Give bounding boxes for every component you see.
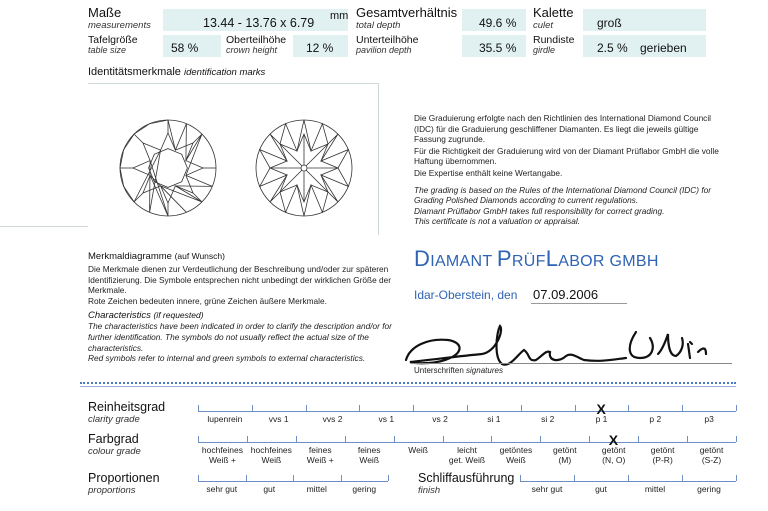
- identification-divider: [88, 83, 378, 84]
- tafel-label: Tafelgröße: [88, 34, 138, 46]
- identification-title-de: Identitätsmerkmale: [88, 66, 181, 78]
- proportions-grade-label: sehr gut: [206, 484, 238, 494]
- lab-place: Idar-Oberstein, den: [414, 288, 518, 302]
- clarity-grade-label: vs 1: [378, 414, 395, 424]
- clarity-tick: [628, 405, 629, 411]
- colour-grade-label: getönt (M): [552, 445, 577, 465]
- colour-label: Farbgrad: [88, 432, 139, 446]
- clarity-grade-label: vvs 2: [322, 414, 343, 424]
- tafel-sub: table size: [88, 45, 127, 55]
- colour-tick: [345, 436, 346, 442]
- proportions-label: Proportionen: [88, 471, 160, 485]
- tafel-value: 58 %: [171, 41, 199, 55]
- lab-name-iamant: IAMANT: [430, 253, 497, 270]
- finish-grade-label: sehr gut: [531, 484, 563, 494]
- clarity-tick: [736, 405, 737, 411]
- clarity-grade-label: p3: [704, 414, 714, 424]
- colour-grade-label: feines Weiß +: [306, 445, 334, 465]
- finish-scale-line: [520, 481, 736, 482]
- rundiste-sub: girdle: [533, 45, 556, 55]
- clarity-tick: [682, 405, 683, 411]
- proportions-sub: proportions: [88, 485, 136, 496]
- colour-tick: [296, 436, 297, 442]
- proportions-scale-line: [198, 481, 388, 482]
- disclaimer-de-2: Für die Richtigkeit der Graduierung wird von der Diamant Prüflabor GmbH die volle Haftung übernommen.: [414, 145, 719, 167]
- identification-title-en: identification marks: [184, 67, 266, 78]
- clarity-tick: [359, 405, 360, 411]
- date-underline: [531, 303, 627, 304]
- clarity-grade-label: si 2: [541, 414, 555, 424]
- lab-name-ruef: RÜF: [511, 253, 546, 270]
- proportions-tick: [388, 475, 389, 481]
- colour-tick: [589, 436, 590, 442]
- colour-tick: [198, 436, 199, 442]
- colour-tick: [247, 436, 248, 442]
- disclaimer-en-3: This certificate is not a valuation or appraisal.: [414, 216, 581, 227]
- clarity-tick: [467, 405, 468, 411]
- merkmal-en-2: Red symbols refer to internal and green symbols to external characteristics.: [88, 353, 366, 364]
- grading-top-line: [80, 386, 736, 387]
- proportions-tick: [341, 475, 342, 481]
- colour-tick: [540, 436, 541, 442]
- clarity-tick: [521, 405, 522, 411]
- lab-name-p: P: [496, 246, 512, 271]
- merkmal-block: [88, 251, 394, 364]
- colour-grade-label: feines Weiß: [357, 445, 381, 465]
- clarity-tick: [306, 405, 307, 411]
- finish-tick: [736, 475, 737, 481]
- merkmal-title-note: (auf Wunsch): [174, 251, 225, 261]
- lab-name: [414, 246, 659, 272]
- colour-grade-marker: X: [608, 432, 619, 448]
- identification-vertical-divider: [378, 83, 379, 235]
- merkmal-de-1: Die Merkmale dienen zur Verdeutlichung der Beschreibung und/oder zur späteren Identifizierung. Die Symbole entsprechen nicht unbedingt der wirklichen Größe der Merkmale.: [88, 264, 391, 296]
- finish-sub: finish: [418, 485, 441, 496]
- proportions-tick: [246, 475, 247, 481]
- signature-caption: [414, 366, 503, 375]
- colour-grade-label: leicht get. Weiß: [448, 445, 486, 465]
- finish-grade-label: gering: [697, 484, 721, 494]
- finish-tick: [574, 475, 575, 481]
- merkmal-de-2: Rote Zeichen bedeuten innere, grüne Zeichen äußere Merkmale.: [88, 295, 327, 306]
- proportions-grade-label: mittel: [306, 484, 327, 494]
- finish-tick: [628, 475, 629, 481]
- gesamt-sub: total depth: [356, 20, 401, 31]
- disclaimer-de-3: Die Expertise enthält keine Wertangabe.: [414, 167, 563, 178]
- clarity-grade-label: lupenrein: [207, 414, 243, 424]
- clarity-tick: [198, 405, 199, 411]
- finish-tick: [682, 475, 683, 481]
- clarity-grade-label: si 1: [487, 414, 501, 424]
- left-margin-divider: [0, 226, 88, 227]
- colour-grade-label: getönt (N, O): [601, 445, 626, 465]
- colour-tick: [687, 436, 688, 442]
- colour-grade-label: hochfeines Weiß: [250, 445, 292, 465]
- clarity-tick: [252, 405, 253, 411]
- merkmal-en-1: The characteristics have been indicated in order to clarify the description and/or for further identification. The symbols do not usually reflect the actual size of the characteristics.: [88, 321, 392, 353]
- merkmal-title: [88, 251, 394, 262]
- disclaimer-en-1: The grading is based on the Rules of the International Diamond Council (IDC) for Grading Polished Diamonds according to current regulations.: [414, 184, 712, 206]
- masse-unit: mm: [330, 10, 349, 22]
- signature-label: Unterschriften: [414, 366, 464, 375]
- ober-sub: crown height: [226, 45, 278, 55]
- gesamt-value: 49.6 %: [479, 16, 517, 30]
- finish-label: Schliffausführung: [418, 471, 515, 485]
- proportions-grade-label: gut: [263, 484, 276, 494]
- clarity-tick: [575, 405, 576, 411]
- rundiste-extra: gerieben: [640, 41, 687, 55]
- signature-line: [412, 363, 732, 364]
- clarity-grade-label: p 2: [649, 414, 662, 424]
- proportions-tick: [293, 475, 294, 481]
- gesamt-label: Gesamtverhältnis: [356, 5, 458, 20]
- masse-sub: measurements: [88, 20, 151, 31]
- proportions-tick: [198, 475, 199, 481]
- merkmal-title-text: Merkmaldiagramme: [88, 251, 172, 262]
- clarity-grade-label: p 1: [595, 414, 608, 424]
- lab-name-l: L: [545, 246, 559, 271]
- colour-grade-label: hochfeines Weiß +: [201, 445, 244, 465]
- lab-date: 07.09.2006: [533, 287, 599, 302]
- finish-tick: [520, 475, 521, 481]
- colour-tick: [736, 436, 737, 442]
- clarity-scale-line: [198, 411, 736, 412]
- kalette-value: groß: [597, 16, 622, 30]
- pavilion-diagram-icon: [254, 118, 354, 218]
- proportions-grade-label: gering: [352, 484, 377, 494]
- kalette-sub: culet: [533, 20, 554, 31]
- colour-tick: [394, 436, 395, 442]
- unter-label: Unterteilhöhe: [356, 34, 419, 46]
- clarity-sub: clarity grade: [88, 414, 140, 425]
- signature-sub: signatures: [466, 366, 503, 375]
- lab-name-gmbh: GMBH: [604, 253, 659, 270]
- lab-name-d: D: [414, 246, 431, 271]
- rundiste-label: Rundiste: [533, 34, 575, 46]
- lab-name-abor: ABOR: [558, 253, 605, 270]
- disclaimer-en-2: Diamant Prüflabor GmbH takes full responsibility for correct grading.: [414, 205, 665, 216]
- crown-diagram-icon: [118, 118, 218, 218]
- colour-sub: colour grade: [88, 446, 141, 457]
- unter-sub: pavilion depth: [356, 45, 412, 55]
- unter-value: 35.5 %: [479, 41, 517, 55]
- kalette-label: Kalette: [533, 5, 574, 20]
- merkmal-en-title-note: (if requested): [153, 310, 204, 321]
- clarity-grade-label: vvs 1: [268, 414, 289, 424]
- merkmal-en-title: [88, 310, 394, 321]
- masse-value: 13.44 - 13.76 x 6.79: [203, 16, 315, 30]
- finish-grade-label: mittel: [644, 484, 666, 494]
- colour-grade-label: Weiß: [408, 445, 428, 455]
- ober-label: Oberteilhöhe: [226, 34, 287, 46]
- masse-label: Maße: [88, 5, 122, 20]
- clarity-grade-marker: X: [596, 401, 606, 417]
- colour-scale-line: [198, 442, 736, 443]
- colour-tick: [638, 436, 639, 442]
- clarity-tick: [413, 405, 414, 411]
- merkmal-en-title-text: Characteristics: [88, 310, 151, 322]
- ober-value: 12 %: [306, 41, 334, 55]
- colour-tick: [443, 436, 444, 442]
- colour-grade-label: getöntes Weiß: [499, 445, 533, 465]
- finish-grade-label: gut: [595, 484, 607, 494]
- rundiste-value: 2.5 %: [597, 41, 628, 55]
- colour-grade-label: getönt (P-R): [650, 445, 675, 465]
- grading-top-divider: [80, 382, 736, 384]
- colour-tick: [491, 436, 492, 442]
- disclaimer-de-1: Die Graduierung erfolgte nach den Richtlinien des International Diamond Council (IDC) für die Graduierung geschliffener Diamanten. Es liegt die jeweils gültige Fassung zugrunde.: [414, 113, 712, 145]
- clarity-grade-label: vs 2: [432, 414, 448, 424]
- colour-grade-label: getönt (S-Z): [699, 445, 724, 465]
- disclaimer-block: [414, 113, 730, 227]
- clarity-label: Reinheitsgrad: [88, 400, 166, 414]
- identification-title: [88, 66, 265, 78]
